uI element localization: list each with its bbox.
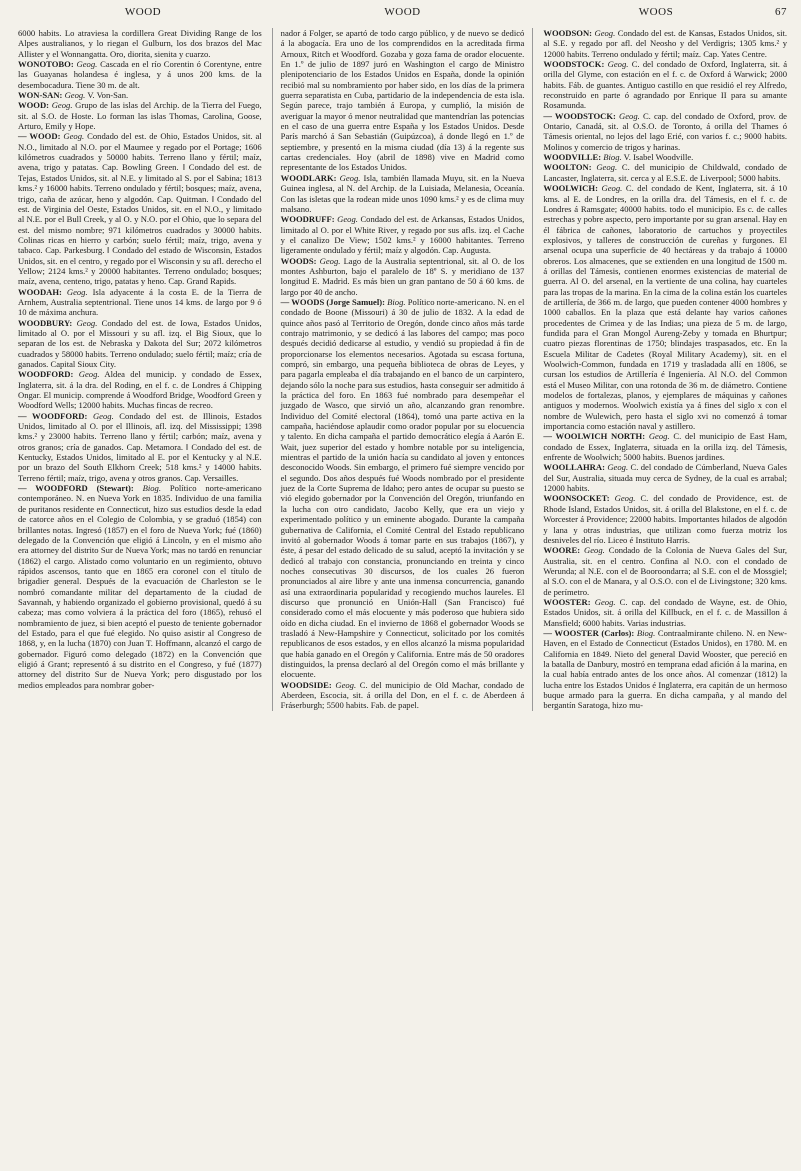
entry-category: Geog. [607,462,629,473]
text-columns [18,28,787,711]
entry-text: Isla adyacente á la costa E. de la Tierra de Arnhem, Australia septentrional. Tiene unos 14 kms. de largo por 9 ó 10 de máxima anchura. [18,286,262,318]
entry-text: Condado del est. de Iowa, Estados Unidos, limitado al O. por el Missouri y su afl. izq. el Big Sioux, que lo separan de los est. de Nebraska y Dakota del Sur; 2072 kilómetros cuadrados y 58000 habits. Terreno ondulado; suelo fértil; maíz; cría de ganados. Capital Sioux City. [18,317,262,369]
header-left-word: WOOD [124,6,162,18]
dictionary-entry [543,431,787,462]
entry-category: Geog. [596,162,618,173]
entry-category: Geog. [64,90,86,101]
entry-text: V. Isabel Woodville. [623,152,694,163]
entry-text: Contraalmirante chileno. N. en New-Haven, en el Estado de Connecticut (Estados Unidos), en 1780. M. en California en 1849. Nieto del general David Wooster, que pereció en la batalla de Danbury, mostró en temprana edad afición á la marina, en la cual había entrado antes de los once años. Al comenzar (1812) la lucha entre los Estados Unidos é Inglaterra, era capitán de un hermoso buque armado para la guerra. En dicha campaña, y al mando del bergantín Saratoga, hizo mu- [543,627,788,711]
header-center-word: WOOD [384,6,421,18]
dictionary-entry [543,111,787,152]
column-left [18,28,262,711]
dictionary-entry [281,297,525,680]
entry-text: C. del municipio de Old Machar, condado de Aberdeen, Escocia, sit. á orilla del Don, en el f. c. de Aberdeen á Fráserburgh; 5500 habits. Fab. de papel. [280,679,525,711]
dictionary-entry [18,131,262,286]
entry-category: Biog. [636,627,656,638]
dictionary-entry [543,183,787,431]
entry-category: Geog. [92,410,114,421]
entry-text: C. del municipio de Childwald, condado de Lancaster, Inglaterra, sit. cerca y al E.S.E. de Liverpool; 5000 habits. [543,162,787,183]
dictionary-entry [543,462,787,493]
dictionary-entry [543,59,787,111]
dictionary-entry [18,59,262,90]
dictionary-entry [18,318,262,370]
entry-category: Geog. [594,596,616,607]
entry-text: Isla, también llamada Muyu, sit. en la Nueva Guinea inglesa, al N. del Archip. de la Luisiada, Melanesia, Oceanía. Con las isletas que la rodean mide unos 1090 kms.² y es de clima muy malsano. [280,172,525,214]
entry-text: 6000 habits. Lo atraviesa la cordillera Great Dividing Range de los Alpes australianos, y lo riegan el Gulburn, los dos brazos del Mac Allister y el Wonnangatta. Oro, diorita, sienita y cuarzo. [18,28,262,59]
entry-headword: — WOOLWICH NORTH: [543,431,646,442]
entry-headword: — WOOD: [18,131,61,142]
running-header [18,6,787,24]
entry-headword: WOODLARK: [280,172,337,183]
entry-category: Geog. [319,255,341,266]
entry-headword: WONOTOBO: [18,59,74,70]
entry-text: C. del municipio de East Ham, condado de Essex, Inglaterra, situada en la orilla izq. del Támesis, enfrente de Woolwich; 5000 habits. Buenos jardines. [543,431,788,463]
entry-category: Biog. [142,483,161,494]
entry-category: Geog. [339,172,361,183]
entry-text: Político norte-americano. N. en el condado de Boone (Missouri) á 30 de julio de 1832. A la edad de quince años pasó al Territorio de Oregón, donde cinco años más tarde contrajo matrimonio, y se dedicó á las labores del campo; mas poco después decidió dedicarse al estudio, y vendió su propiedad á fin de proporcionarse los elementos necesarios. Agotada su escasa fortuna, compró, sin embargo, una pequeña biblioteca de obras de Leyes, y para pagarla empleaba el día trabajando en el banco de un carpintero, dejando sólo la noche para sus estudios, hasta conseguir ser admitido á la práctica del foro. En 1863 fué nombrado para desempeñar el juzgado de Wasco, que sirvió un año, alcanzando gran renombre. Individuo del Comité electoral (1864), tomó una parte activa en la campaña, haciéndose aplaudir como orador popular por su elocuencia y talento. En dicha campaña el partido democrático elegía á Aarón E. Wait, juez superior del estado y hombre notable por su inteligencia, mientras el partido de la unión hacía su candidato al joven y entonces desconocido Woods. Sin embargo, el primero fué siempre vencido por el segundo. Dos años después fué Woods nombrado por el presidente juez de la Corte Suprema de Idaho; pero antes de ocupar su puesto se vió elegido gobernador por la Convención del Oregón, triunfando en la lucha con otro candidato, Jacobo Kelly, que era un viejo y experimentado político y un eminente abogado. Durante la campaña gubernativa de California, el Comité Central del Estado republicano invitó al gobernador Woods á tomar parte en sus trabajos (1867), y éste, á pesar del estado delicado de su salud, aceptó la invitación y se dedicó al trabajo con constancia, pronunciando en treinta y cinco noches consecutivas 30 discursos, de los cuales 26 fueron pronunciados al aire libre y ante una inmensa concurrencia, ganando así una extraordinaria popularidad y recogiendo muchos laureles. El discurso que pronunció en Unión-Hall (San Francisco) fué considerado como el más elocuente y más poderoso que hubiera sido oído en dicha ciudad. En el invierno de 1868 el gobernador Woods se trasladó á New-Hampshire y Connecticut, solicitado por los comités republicanos de esos estados, y en ellos alcanzó la misma popularidad que había ganado en el Oregón y California. Entre más de 50 oradores distinguidos, la prensa declaró al del Oregón como el más brillante y elocuente. [280,296,525,680]
dictionary-entry [543,28,787,59]
dictionary-entry [18,100,262,131]
entry-headword: WOODSON: [543,28,593,38]
entry-text: nador á Folger, se apartó de todo cargo público, y de nuevo se dedicó á la abogacía. Era uno de los comprendidos en la acreditada firma Arnoux, Ritch et Woodford. Gozaba y goza fama de orador elocuente. En 1.º de julio de 1897 juró en Washington el cargo de Ministro plenipotenciario de los Estados Unidos en España, donde la opinión recibió mal su nombramiento por haber sido, en los días de la primera guerra separatista en Cuba, partidario de la independencia de esta isla. Según parece, trajo también á Europa, y cumplió, la misión de averiguar la mayor ó menor neutralidad que mantendrían las potencias en el caso de una guerra entre España y los Estados Unidos. Desde París marchó á San Sebastián (Guipúzcoa), á donde llegó en 1.º de septiembre, y presentó en la misma ciudad (día 13) á la regente sus cartas credenciales. Hoy (abril de 1898) vive en Madrid como representante de los Estados Unidos. [280,28,525,173]
entry-headword: WOONSOCKET: [543,493,610,504]
dictionary-entry [18,90,262,100]
dictionary-entry [281,214,525,255]
entry-text: Condado del est. de Kansas, Estados Unidos, sit. al S.E. y regado por afl. del Neosho y del Verdigris; 1305 kms.² y 12000 habits. Terreno ondulado y fértil; maíz. Cap. Yates Centre. [543,28,788,59]
entry-headword: — WOODFORD: [18,410,88,421]
entry-headword: WOOD: [18,100,50,111]
entry-text: Condado del est. de Arkansas, Estados Unidos, limitado al O. por el White River, y regado por sus afls. izq. el Cache y el canalizo De View; 1502 kms.² y 16000 habitantes. Terreno ligeramente ondulado y fértil; maíz y algodón. Cap. Augusta. [280,214,525,256]
dictionary-entry [281,680,525,711]
entry-category: Geog. [337,214,358,225]
dictionary-entry [543,493,787,545]
entry-headword: WON-SAN: [18,90,63,101]
entry-text: Condado de la Colonia de Nueva Gales del Sur, Australia, sit. en el centro. Confina al N.O. con el condado de Werunda; al N.E. con el de Booroondarra; al S.E. con el de Mossgiel; al S.O. con el de Manara, y al O.S.O. con el de Livingstone; 320 kms. de perímetro. [543,545,788,597]
entry-category: Geog. [619,110,640,121]
entry-category: Geog. [66,286,88,297]
entry-category: Geog. [601,183,623,194]
column-middle [272,28,534,711]
entry-category: Geog. [78,369,100,380]
dictionary-entry [543,597,787,628]
entry-category: Geog. [51,100,73,111]
entry-category: Geog. [584,545,605,556]
entry-text: C. cap. del condado de Oxford, prov. de Ontario, Canadá, sit. al O.S.O. de Toronto, á orilla del Thames ó Támesis oriental, no lejos del lago Erié, con varios f. c.; 9000 habits. Molinos y comercio de trigos y harinas. [543,110,788,152]
entry-headword: WOOLWICH: [543,183,598,194]
dictionary-entry [281,256,525,297]
entry-headword: WOORE: [543,545,581,556]
dictionary-entry [543,628,787,711]
entry-category: Biog. [603,152,622,163]
entry-text: V. Von-San. [87,90,129,101]
entry-category: Geog. [607,59,629,70]
entry-category: Geog. [63,131,85,142]
entry-headword: WOOLTON: [543,162,592,173]
entry-text: C. del condado de Providence, est. de Rhode Island, Estados Unidos, sit. á orilla del Blakstone, en el f. c. de Worcester á Providence; 22000 habits. Importantes hilados de algodón y lana y otras industrias, que utilizan como fuerza motriz los desniveles del río. Liceo é Instituto Harris. [543,493,788,545]
entry-headword: — WOOSTER (Carlos): [543,627,635,638]
entry-category: Geog. [76,317,98,328]
entry-category: Geog. [594,28,616,38]
dictionary-entry [18,369,262,410]
dictionary-entry [281,173,525,214]
entry-headword: WOODAH: [18,286,62,297]
page-number: 67 [775,6,787,18]
entry-category: Biog. [387,296,406,307]
entry-category: Geog. [76,59,98,70]
entry-headword: WOODSIDE: [280,679,332,690]
entry-headword: WOODS: [280,255,317,266]
entry-text: Cascada en el río Corentin ó Corentyne, entre las Guayanas holandesa é inglesa, y á unos 200 kms. de la desembocadura. Tiene 30 m. de alt. [18,59,262,90]
entry-headword: WOODBURY: [18,317,73,328]
entry-headword: WOODRUFF: [280,214,335,225]
entry-text: Lago de la Australia septentrional, sit. al O. de los montes Ashburton, bajo el paralelo de 18º S. y meridiano de 137 longitud E. Madrid. Es más bien un gran pantano de 50 á 60 kms. de largo por 40 de ancho. [280,255,525,297]
entry-text: C. del condado de Cúmberland, Nueva Gales del Sur, Australia, situada muy cerca de Sydney, de la cual es arrabal; 12000 habits. [543,462,788,494]
entry-headword: — WOODS (Jorge Samuel): [280,296,385,307]
column-right [543,28,787,711]
entry-text: Aldea del municip. y condado de Essex, Inglaterra, sit. á la dra. del Roding, en el f. c. de Londres á Chipping Ongar. El municip. comprende á Woodford Bridge, Woodford Green y Woodford Wells; 12000 habits. Muchas fincas de recreo. [18,369,262,411]
entry-text: Grupo de las islas del Archip. de la Tierra del Fuego, sit. al S.O. de Hoste. Lo forman las islas Thomas, Carolina, Goose, Arturo, Emily y Hope. [18,100,262,132]
entry-headword: WOODVILLE: [543,152,602,163]
header-right-word: WOOS [638,6,674,18]
dictionary-entry [543,162,787,183]
entry-headword: WOODFORD: [18,369,74,380]
entry-headword: WOOLLAHRA: [543,462,605,473]
entry-headword: WOODSTOCK: [543,59,605,70]
entry-text: C. cap. del condado de Wayne, est. de Ohio, Estados Unidos, sit. á orilla del Killbuck, en el f. c. de Massillon á Mansfield; 6000 habits. Varias industrias. [543,596,788,628]
dictionary-entry [18,28,262,59]
dictionary-entry [281,28,525,173]
dictionary-entry [543,152,787,162]
entry-category: Geog. [614,493,636,504]
dictionary-entry [18,411,262,483]
dictionary-entry [18,287,262,318]
entry-text: Político norte-americano contemporáneo. N. en Nueva York en 1835. Individuo de una familia de puritanos residente en Connecticut, hizo sus estudios desde la edad de catorce años en el Colegio de Colombia, y se graduó (1854) con brillantes notas. Ingresó (1857) en el foro de Nueva York; fué (1860) delegado de la Convención que eligió á Lincoln, y en el mismo año era attorney del distrito Sur de Nueva York; mas no tardó en renunciar (1862) el cargo. Alistado como voluntario en un regimiento, obtuvo rápidos ascensos, tanto que en 1865 era coronel con el título de brigadier general. Después de la evacuación de Charleston se le nombró comandante militar del departamento de la ciudad de Savannah, y habiendo organizado el gobierno provisional, quedó á su cabeza; mas como volviera á la práctica del foro (1865), rehusó el nombramiento de juez, si bien aceptó el puesto de teniente gobernador del Estado, para el que fué elegido. No quiso asistir al Congreso de 1868, y, en la lucha (1870) con Juan T. Hoffmann, alcanzó el cargo de gobernador. Figuró como delegado (1872) en la Convención que eligió á Grant; representó á su distrito en el Congreso, y fué (1877) attorney del distrito Sur de Nueva York; pero disgustado por los medios empleados para nombrar gober- [18,483,262,690]
entry-text: Condado del est. de Ohio, Estados Unidos, sit. al N.O., limitado al N.O. por el Maumee y regado por el Portage; 1606 kilómetros cuadrados y 50000 habits. Terreno llano y fértil; maíz, avena, trigo y patatas. Cap. Bowling Green. ‖ Condado del est. de Tejas, Estados Unidos, sit. al N.E. y limitado al S. por el Sabina; 1813 kms.² y 16000 habits. Terreno ondulado y fértil; bosques; maíz, avena, trigo, caña de azúcar, heno y algodón. Cap. Quitman. ‖ Condado del est. de Virginia del Oeste, Estados Unidos, sit. en el N.O., y limitado al N.E. por el Bull Creek, y al O. y N.O. por el Ohio, que lo separa del est. del mismo nombre; 971 kilómetros cuadrados y 30000 habits. Colinas ricas en hierro y carbón; suelo fértil; maíz, trigo, avena y tabaco. Cap. Parkesburg. ‖ Condado del estado de Wisconsin, Estados Unidos, sit. en el centro, y regado por el Wisconsin y su afl. derecho el Yellow; 2124 kms.² y 20000 habitantes. Terreno ondulado; bosques; maíz, avena, centeno, trigo, patatas y heno. Cap. Grand Rapids. [18,131,262,287]
entry-text: C. del condado de Kent, Inglaterra, sit. á 10 kms. al E. de Londres, en la orilla dra. del Támesis, en el f. c. de Londres á Ramsgate; 40000 habits. todo el municipio. Es c. de calles estrechas y pobre aspecto, pero importante por su gran arsenal. Hay en él fábrica de cañones, laboratorio de cartuchos y proyectiles explosivos, y talleres de construcción de cureñas y furgones. El arsenal ocupa una superficie de 40 hectáreas y da trabajo á 10000 obreros. Los almacenes, que se extienden en una longitud de 1500 m. á orillas del Támesis, contienen enormes existencias de material de guerra. Al O. del arsenal, en la vertiente de una colina, hay cuarteles para las tropas de la marina. En la cima de la colina están los cuarteles de artillería, de 366 m. de largo, que pueden contener 4000 hombres y 1000 caballos. En la plaza que está delante hay varios cañones procedentes de Crimea y de las Indias; una pieza de 5 m. de largo, fundida para el Gran Mongol Aureng-Zeby y tomada en Bhurtpur; cuatro piezas florentinas de 1750; blindajes traspasados, etc. En la Escuela Militar de Cadetes (Royal Military Academy), sit. en el Woolwich-Common, fundada en 1719 y trasladada allí en 1806, se cursan los estudios de Artillería é Ingeniería. Al N.O. del Common está el Museo Militar, con una rotonda de 36 m. de diámetro. Contiene modelos de fortalezas, planos, y ejemplares de máquinas y cañones antiguos y modernos. Woolwich existía ya á fines del siglo x con el nombre de Wulewich, pero hasta el siglo xvi no comenzó á tomar importancia como estación naval y astillero. [543,183,788,432]
entry-headword: — WOODSTOCK: [543,110,616,121]
entry-headword: WOOSTER: [543,596,591,607]
dictionary-entry [18,483,262,690]
entry-text: Condado del est. de Illinois, Estados Unidos, limitado al O. por el Illinois, afl. izq. del Mississippi; 1398 kms.² y 23000 habits. Terreno llano y fértil; carbón; maíz, avena y otros granos; cría de ganados. Cap. Metamora. ‖ Condado del est. de Kentucky, Estados Unidos, limitado al E. por el Kentucky y al N.E. por un brazo del South Elkhorn Creek; 518 kms.² y 14000 habits. Terreno fértil; maíz, trigo, avena y otros granos. Cap. Versailles. [18,410,262,483]
entry-text: C. del condado de Oxford, Inglaterra, sit. á orilla del Glyme, con estación en el f. c. de Oxford á Warwick; 2000 habits. Fáb. de guantes. Antiguo castillo en que residió el rey Alfredo, reconstruido en parte ó agrandado por Enrique II para su amante Rosamunda. [543,59,788,111]
entry-category: Geog. [648,431,670,442]
entry-headword: — WOODFORD (Stewart): [18,483,134,494]
dictionary-entry [543,545,787,597]
entry-category: Geog. [335,679,357,690]
